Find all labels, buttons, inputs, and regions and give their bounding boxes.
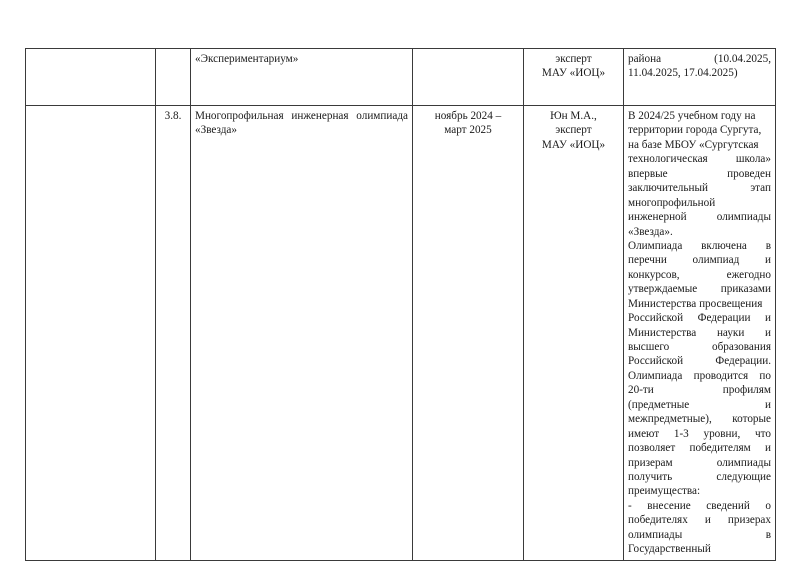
result-line xyxy=(628,513,771,527)
result-line-segment: 1-3 xyxy=(673,427,689,440)
result-line-segment: межпредметные), xyxy=(628,413,712,426)
cell-period xyxy=(413,106,524,561)
responsible-line: МАУ «ИОЦ» xyxy=(541,138,606,151)
result-line: территории города Сургута, xyxy=(628,124,762,137)
result-line xyxy=(628,354,771,368)
result-line-segment: и xyxy=(765,326,771,339)
result-line xyxy=(628,181,771,195)
result-body xyxy=(628,109,771,557)
result-line-segment: Федерации. xyxy=(715,355,771,368)
cell-responsible xyxy=(524,106,624,561)
result-line xyxy=(628,210,771,224)
result-line-segment: имеют xyxy=(628,427,660,440)
result-line-segment: призерах xyxy=(727,514,771,527)
result-line: преимущества: xyxy=(628,485,701,498)
cell-event-name xyxy=(191,106,413,561)
cell-responsible xyxy=(524,49,624,106)
result-line xyxy=(628,52,771,66)
result-line-segment: в xyxy=(765,528,771,541)
result-line-segment: 20-ти xyxy=(628,384,654,397)
result-line-segment: утверждаемые xyxy=(628,283,698,296)
result-line-segment: олимпиады xyxy=(716,456,771,469)
result-line-segment: которые xyxy=(732,413,771,426)
result-line-segment: включена xyxy=(701,239,747,252)
result-line xyxy=(628,311,771,325)
result-line-segment: о xyxy=(765,499,771,512)
result-paragraph xyxy=(628,109,771,239)
result-line-segment: заключительный xyxy=(628,182,708,195)
result-line-segment: науки xyxy=(716,326,745,339)
responsible-line: МАУ «ИОЦ» xyxy=(541,67,606,80)
result-line xyxy=(628,383,771,397)
result-line xyxy=(628,441,771,455)
result-line-segment: по xyxy=(759,369,771,382)
result-paragraph xyxy=(628,239,771,369)
result-line-segment: Олимпиада xyxy=(628,369,683,382)
result-line-segment: и xyxy=(764,254,771,267)
result-line-segment: (предметные xyxy=(628,398,690,411)
result-line-segment: и xyxy=(764,312,771,325)
result-line: «Звезда». xyxy=(628,225,673,238)
result-line xyxy=(628,239,771,253)
result-line-segment: олимпиады xyxy=(628,528,683,541)
result-line-segment: следующие xyxy=(716,470,771,483)
result-line-right: (10.04.2025, xyxy=(714,53,771,65)
result-line-segment: что xyxy=(755,427,771,440)
result-line-segment: позволяет xyxy=(628,442,676,455)
result-line: Государственный xyxy=(628,543,711,556)
result-paragraph xyxy=(628,369,771,499)
result-line xyxy=(628,340,771,354)
result-line-segment: Федерации xyxy=(697,312,751,325)
cell-blank-col xyxy=(26,106,156,561)
result-line xyxy=(628,167,771,181)
result-line-segment: впервые xyxy=(628,167,668,180)
result-line-left: района xyxy=(628,53,662,65)
result-line xyxy=(628,528,771,542)
result-line: 11.04.2025, 17.04.2025) xyxy=(628,67,738,80)
result-line-segment: и xyxy=(764,442,771,455)
result-line-segment: профилям xyxy=(722,384,771,397)
result-line-segment: проведен xyxy=(727,167,771,180)
result-line-segment: в xyxy=(765,239,771,252)
result-line xyxy=(628,470,771,484)
result-line xyxy=(628,282,771,296)
result-line-segment: Министерства xyxy=(628,326,697,339)
result-line-segment: Российской xyxy=(628,312,684,325)
result-line xyxy=(628,369,771,383)
result-line-segment: победителям xyxy=(689,442,751,455)
result-line-segment: уровни, xyxy=(703,427,741,440)
result-line-segment: призерам xyxy=(628,456,673,469)
result-line xyxy=(628,456,771,470)
item-number-text: 3.8. xyxy=(164,110,182,122)
result-line-segment: и xyxy=(765,398,771,411)
cell-result xyxy=(624,106,776,561)
result-line xyxy=(628,326,771,340)
table-row xyxy=(26,106,776,561)
result-line-segment: ежегодно xyxy=(726,268,771,281)
result-line-segment: конкурсов, xyxy=(628,268,680,281)
event-name-text: Многопрофильная инженерная олимпиада «Звезда» xyxy=(195,110,408,137)
result-line-segment: сведений xyxy=(706,499,750,512)
result-line-segment: победителях xyxy=(628,514,688,527)
cell-blank-col xyxy=(26,49,156,106)
result-line-segment: инженерной xyxy=(628,211,687,224)
result-line-segment: технологическая xyxy=(628,153,708,166)
event-name-text: «Экспериментариум» xyxy=(195,53,299,65)
result-line-segment: этап xyxy=(750,182,771,195)
result-line xyxy=(628,427,771,441)
result-line xyxy=(628,398,771,412)
result-line-segment: проводится xyxy=(693,369,749,382)
result-line-segment: олимпиад xyxy=(692,254,740,267)
cell-item-number xyxy=(156,106,191,561)
result-line: на базе МБОУ «Сургутская xyxy=(628,138,759,151)
responsible-line: Юн М.А., xyxy=(550,110,597,122)
cell-period xyxy=(413,49,524,106)
result-line-segment: школа» xyxy=(735,153,771,166)
result-line-segment: и xyxy=(704,514,711,527)
result-line-segment: олимпиады xyxy=(716,211,771,224)
responsible-line: эксперт xyxy=(555,53,592,65)
result-line-segment: получить xyxy=(628,470,673,483)
result-line-segment: Российской xyxy=(628,355,684,368)
result-line-segment: высшего xyxy=(628,341,670,353)
result-line-segment: приказами xyxy=(720,283,771,296)
result-line-segment: перечни xyxy=(628,254,667,267)
result-line-segment: - xyxy=(628,499,632,512)
result-line: В 2024/25 учебном году на xyxy=(628,110,756,122)
result-line xyxy=(628,499,771,513)
table-row xyxy=(26,49,776,106)
period-line: март 2025 xyxy=(444,124,492,137)
result-line-segment: образования xyxy=(711,341,771,353)
period-line: ноябрь 2024 – xyxy=(434,110,502,122)
result-line-segment: внесение xyxy=(647,499,691,512)
result-line xyxy=(628,412,771,426)
result-line xyxy=(628,152,771,166)
cell-event-name xyxy=(191,49,413,106)
schedule-table xyxy=(25,48,776,561)
result-line-segment: Олимпиада xyxy=(628,239,683,252)
cell-result xyxy=(624,49,776,106)
result-line: Министерства просвещения xyxy=(628,297,763,310)
result-line xyxy=(628,268,771,282)
responsible-line: эксперт xyxy=(555,124,592,137)
result-paragraph xyxy=(628,499,771,557)
cell-item-number xyxy=(156,49,191,106)
result-line: многопрофильной xyxy=(628,196,716,209)
result-line xyxy=(628,253,771,267)
